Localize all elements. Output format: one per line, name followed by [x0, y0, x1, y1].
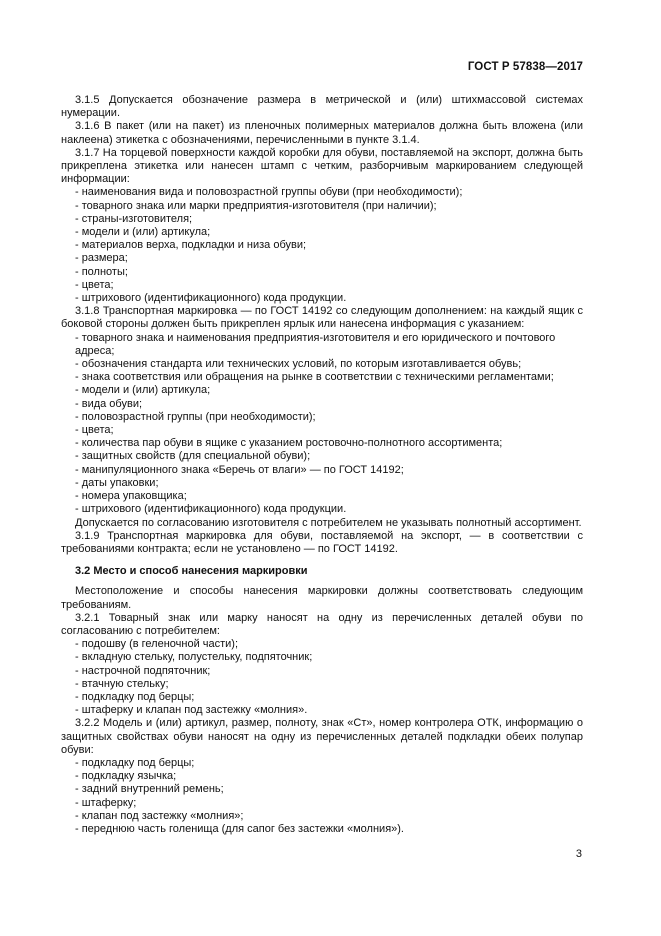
paragraph: 3.1.5 Допускается обозначение размера в метрической и (или) штихмассовой системах нумерации.: [61, 94, 583, 120]
list-item: - манипуляционного знака «Беречь от влаги» — по ГОСТ 14192;: [75, 463, 404, 476]
list-item: - товарного знака и наименования предприятия-изготовителя и его юридического и почтового адреса;: [75, 331, 556, 357]
list-item: - модели и (или) артикула;: [75, 384, 211, 397]
list-item: - штрихового (идентификационного) кода продукции.: [75, 292, 347, 305]
paragraph: 3.2.2 Модель и (или) артикул, размер, полноту, знак «Ст», номер контролера ОТК, информацию о защитных свойствах обуви наносят на одну из перечисленных деталей подкладки обеих полупар обуви:: [61, 717, 583, 756]
list-item: - обозначения стандарта или технических условий, по которым изготавливается обувь;: [75, 358, 522, 371]
list-item: - товарного знака или марки предприятия-изготовителя (при наличии);: [75, 199, 437, 212]
list-item: - размера;: [75, 252, 128, 265]
list-item: - наименования вида и половозрастной группы обуви (при необходимости);: [75, 186, 463, 199]
paragraph: Допускается по согласованию изготовителя с потребителем не указывать полнотный ассортимент.: [75, 516, 582, 529]
list-item: - переднюю часть голенища (для сапог без застежки «молния»).: [75, 822, 404, 835]
paragraph: 3.1.6 В пакет (или на пакет) из пленочных полимерных материалов должна быть вложена (или наклеена) этикетка с обозначениями, перечисленными в пункте 3.1.4.: [61, 120, 583, 146]
list-item: - клапан под застежку «молния»;: [75, 809, 244, 822]
list-item: - подкладку под берцы;: [75, 690, 195, 703]
list-item: - количества пар обуви в ящике с указанием ростовочно-полнотного ассортимента;: [75, 437, 503, 450]
list-item: - знака соответствия или обращения на рынке в соответствии с техническими регламентами;: [75, 371, 554, 384]
list-item: - половозрастной группы (при необходимости);: [75, 410, 316, 423]
list-item: - страны-изготовителя;: [75, 212, 193, 225]
document-header: ГОСТ Р 57838—2017: [467, 61, 583, 73]
list-item: - модели и (или) артикула;: [75, 226, 211, 239]
section-heading: 3.2 Место и способ нанесения маркировки: [75, 565, 308, 578]
document-body: [61, 94, 583, 836]
list-item: - штрихового (идентификационного) кода продукции.: [75, 503, 347, 516]
list-item: - подкладку язычка;: [75, 770, 177, 783]
list-item: - штаферку;: [75, 796, 137, 809]
list-item: - штаферку и клапан под застежку «молния».: [75, 704, 308, 717]
paragraph: 3.1.8 Транспортная маркировка — по ГОСТ 14192 со следующим дополнением: на каждый ящик с боковой стороны должен быть прикреплен ярлык или нанесена информация с указанием:: [61, 305, 583, 331]
paragraph: 3.2.1 Товарный знак или марку наносят на одну из перечисленных деталей обуви по согласованию с потребителем:: [61, 611, 583, 637]
paragraph: Местоположение и способы нанесения маркировки должны соответствовать следующим требованиям.: [61, 585, 583, 611]
list-item: - цвета;: [75, 278, 114, 291]
list-item: - даты упаковки;: [75, 476, 159, 489]
paragraph: 3.1.7 На торцевой поверхности каждой коробки для обуви, поставляемой на экспорт, должна быть прикреплена этикетка или нанесен штамп с четким, разборчивым маркированием следующей информации:: [61, 146, 583, 186]
list-item: - вида обуви;: [75, 397, 143, 410]
list-item: - подошву (в геленочной части);: [75, 638, 239, 651]
list-item: - цвета;: [75, 424, 114, 437]
list-item: - полноты;: [75, 265, 128, 278]
list-item: - номера упаковщика;: [75, 490, 187, 503]
list-item: - задний внутренний ремень;: [75, 783, 224, 796]
list-item: - втачную стельку;: [75, 677, 169, 690]
list-item: - подкладку под берцы;: [75, 756, 195, 769]
page-number: 3: [575, 848, 582, 860]
list-item: - материалов верха, подкладки и низа обуви;: [75, 239, 307, 252]
list-item: - настрочной подпяточник;: [75, 664, 211, 677]
list-item: - защитных свойств (для специальной обуви);: [75, 450, 311, 463]
list-item: - вкладную стельку, полустельку, подпяточник;: [75, 651, 313, 664]
paragraph: 3.1.9 Транспортная маркировка для обуви, поставляемой на экспорт, — в соответствии с требованиями контракта; если не установлено — по ГОСТ 14192.: [61, 529, 583, 555]
